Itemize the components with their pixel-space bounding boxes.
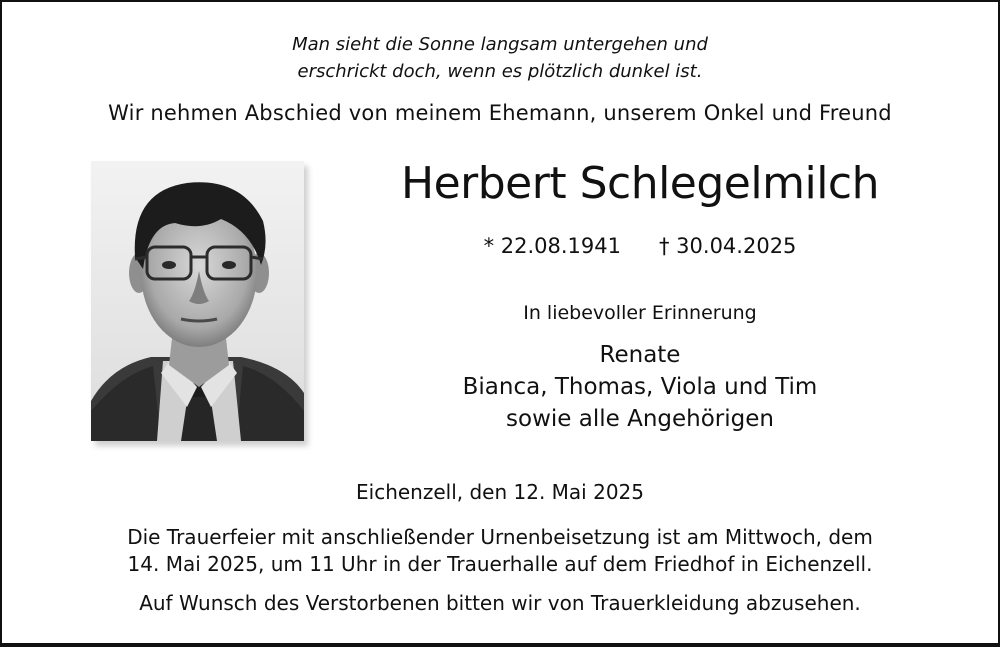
service-line-2: 14. Mai 2025, um 11 Uhr in der Trauerhalle auf dem Friedhof in Eichenzell. xyxy=(127,552,873,576)
memory-line: In liebevoller Erinnerung xyxy=(523,302,757,324)
motto-line-1: Man sieht die Sonne langsam untergehen und xyxy=(292,34,708,55)
death-date: † 30.04.2025 xyxy=(659,234,797,258)
place-and-date: Eichenzell, den 12. Mai 2025 xyxy=(356,480,644,504)
motto-quote xyxy=(0,31,1000,85)
mourner-line-3: sowie alle Angehörigen xyxy=(506,406,774,432)
motto-line-2: erschrickt doch, wenn es plötzlich dunkel ist. xyxy=(297,61,703,82)
intro-text: Wir nehmen Abschied von meinem Ehemann, unserem Onkel und Freund xyxy=(108,101,892,125)
life-dates xyxy=(320,234,960,258)
mourner-line-1: Renate xyxy=(599,342,681,368)
mourner-line-2: Bianca, Thomas, Viola und Tim xyxy=(462,374,818,400)
portrait-illustration xyxy=(91,161,304,441)
mourners-block xyxy=(320,339,960,435)
portrait-photo xyxy=(91,161,304,441)
dress-request: Auf Wunsch des Verstorbenen bitten wir von Trauerkleidung abzusehen. xyxy=(139,591,861,615)
funeral-service-info xyxy=(0,524,1000,578)
service-line-1: Die Trauerfeier mit anschließender Urnenbeisetzung ist am Mittwoch, dem xyxy=(127,525,873,549)
deceased-name: Herbert Schlegelmilch xyxy=(401,158,879,209)
birth-date: * 22.08.1941 xyxy=(483,234,621,258)
